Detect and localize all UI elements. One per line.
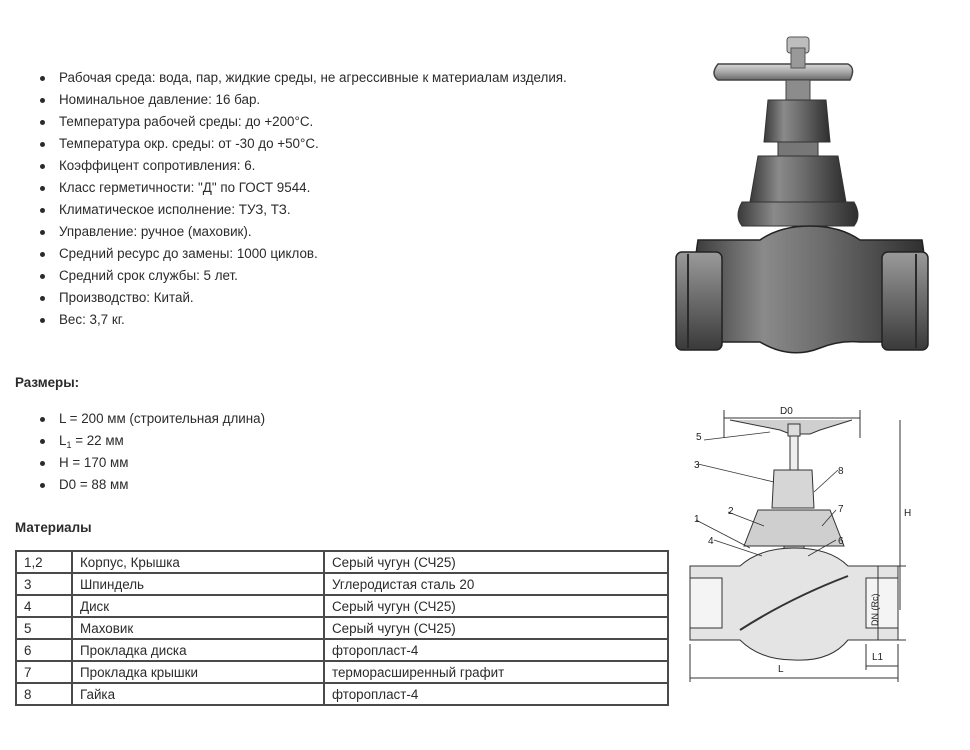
spec-item: Средний срок службы: 5 лет.: [38, 265, 567, 287]
spec-item: Управление: ручное (маховик).: [38, 221, 567, 243]
part-material: фторопласт-4: [324, 683, 668, 705]
spec-item: Рабочая среда: вода, пар, жидкие среды, не агрессивные к материалам изделия.: [38, 67, 567, 89]
dimension-l1-subscript: 1: [66, 440, 72, 450]
materials-heading: Материалы: [15, 520, 92, 535]
part-name: Прокладка диска: [72, 639, 324, 661]
table-row: [16, 551, 668, 573]
valve-body: [676, 226, 928, 353]
dimension-l1-symbol: L: [59, 433, 67, 448]
spec-item: Вес: 3,7 кг.: [38, 309, 567, 331]
label-dn: DN (Rc): [870, 593, 880, 626]
part-name: Корпус, Крышка: [72, 551, 324, 573]
part-material: Серый чугун (СЧ25): [324, 551, 668, 573]
part-number: 3: [16, 573, 72, 595]
callout-8: 8: [838, 466, 844, 477]
valve-technical-drawing: [680, 398, 920, 688]
spec-item: Коэффицент сопротивления: 6.: [38, 155, 567, 177]
dimension-l1: [38, 430, 265, 452]
label-l: L: [778, 664, 784, 675]
spec-item: Производство: Китай.: [38, 287, 567, 309]
handwheel: [714, 37, 853, 80]
part-number: 8: [16, 683, 72, 705]
callout-6: 6: [838, 536, 844, 547]
dimension-height: H = 170 мм: [38, 452, 265, 474]
table-row: [16, 661, 668, 683]
part-material: терморасширенный графит: [324, 661, 668, 683]
callout-7: 7: [838, 504, 844, 515]
table-row: [16, 573, 668, 595]
part-number: 5: [16, 617, 72, 639]
spec-item: Средний ресурс до замены: 1000 циклов.: [38, 243, 567, 265]
spec-list: [38, 67, 567, 331]
part-material: Серый чугун (СЧ25): [324, 617, 668, 639]
dimension-l1-value: = 22 мм: [71, 433, 124, 448]
callout-2: 2: [728, 506, 734, 517]
label-h: H: [904, 508, 912, 519]
spec-item: Класс герметичности: "Д" по ГОСТ 9544.: [38, 177, 567, 199]
valve-photo: [670, 30, 930, 360]
table-row: [16, 683, 668, 705]
part-name: Шпиндель: [72, 573, 324, 595]
dimensions-heading: Размеры:: [15, 375, 80, 390]
callout-1: 1: [694, 514, 700, 525]
part-number: 1,2: [16, 551, 72, 573]
label-d0: D0: [780, 406, 793, 417]
label-l1: L1: [872, 652, 884, 663]
spec-item: Температура рабочей среды: до +200°С.: [38, 111, 567, 133]
part-number: 4: [16, 595, 72, 617]
spec-item: Температура окр. среды: от -30 до +50°С.: [38, 133, 567, 155]
dimension-d0: D0 = 88 мм: [38, 474, 265, 496]
part-number: 7: [16, 661, 72, 683]
table-row: [16, 595, 668, 617]
dimension-length: L = 200 мм (строительная длина): [38, 408, 265, 430]
part-number: 6: [16, 639, 72, 661]
callout-5: 5: [696, 432, 702, 443]
part-name: Гайка: [72, 683, 324, 705]
callout-4: 4: [708, 536, 714, 547]
spec-item: Климатическое исполнение: ТУЗ, ТЗ.: [38, 199, 567, 221]
part-name: Маховик: [72, 617, 324, 639]
part-material: Углеродистая сталь 20: [324, 573, 668, 595]
part-name: Прокладка крышки: [72, 661, 324, 683]
callout-3: 3: [694, 460, 700, 471]
table-row: [16, 617, 668, 639]
valve-bonnet: [738, 100, 858, 226]
dimensions-list: [38, 408, 265, 496]
table-row: [16, 639, 668, 661]
materials-table: [15, 550, 669, 706]
part-name: Диск: [72, 595, 324, 617]
spec-item: Номинальное давление: 16 бар.: [38, 89, 567, 111]
part-material: фторопласт-4: [324, 639, 668, 661]
part-material: Серый чугун (СЧ25): [324, 595, 668, 617]
